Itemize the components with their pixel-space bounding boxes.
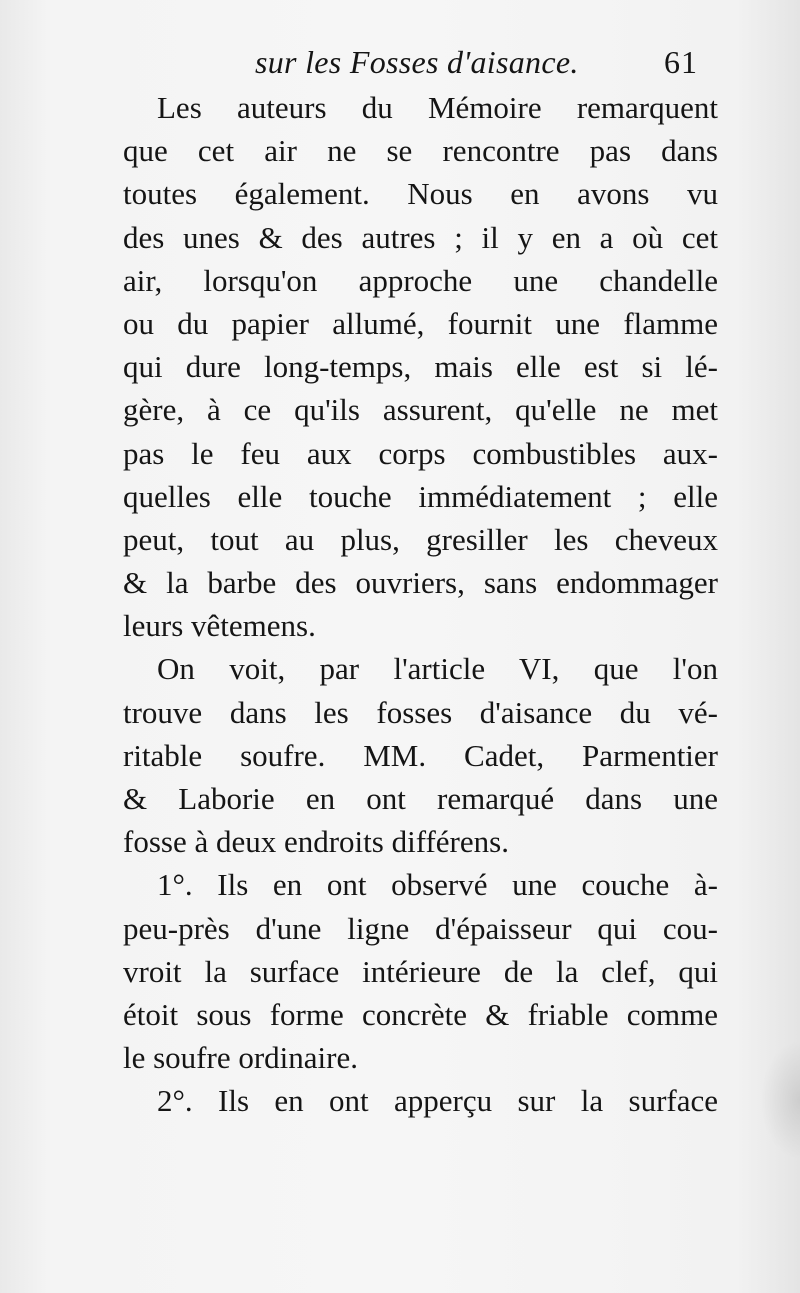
text-line: étoit sous forme concrète & friable comme bbox=[123, 996, 718, 1032]
text-line: des unes & des autres ; il y en a où cet bbox=[123, 219, 718, 255]
text-line: toutes également. Nous en avons vu bbox=[123, 176, 718, 212]
text-line: fosse à deux endroits différens. bbox=[123, 824, 509, 860]
text-line: leurs vêtemens. bbox=[123, 608, 316, 644]
text-line: vroit la surface intérieure de la clef, qui bbox=[123, 953, 718, 989]
text-line: & Laborie en ont remarqué dans une bbox=[123, 781, 718, 816]
text-line: le soufre ordinaire. bbox=[123, 1040, 358, 1076]
text-line: peu-près d'une ligne d'épaisseur qui cou- bbox=[123, 910, 718, 946]
running-head bbox=[0, 36, 800, 86]
text-line: & la barbe des ouvriers, sans endommager bbox=[123, 565, 718, 601]
text-line: peut, tout au plus, gresiller les cheveux bbox=[123, 521, 718, 557]
text-line: pas le feu aux corps combustibles aux- bbox=[123, 435, 718, 471]
text-line: 1°. Ils en ont observé une couche à- bbox=[157, 867, 718, 903]
page-number: 61 bbox=[664, 44, 698, 80]
page-smudge bbox=[760, 1040, 800, 1160]
text-line: gère, à ce qu'ils assurent, qu'elle ne met bbox=[123, 392, 718, 428]
text-line: trouve dans les fosses d'aisance du vé- bbox=[123, 694, 718, 730]
text-line: ou du papier allumé, fournit une flamme bbox=[123, 305, 718, 341]
text-line: 2°. Ils en ont apperçu sur la surface bbox=[157, 1083, 718, 1119]
body-text bbox=[123, 86, 718, 1123]
text-line: On voit, par l'article VI, que l'on bbox=[157, 651, 718, 687]
text-line: quelles elle touche immédiatement ; elle bbox=[123, 478, 718, 514]
text-line: ritable soufre. MM. Cadet, Parmentier bbox=[123, 737, 718, 773]
text-line: que cet air ne se rencontre pas dans bbox=[123, 133, 718, 169]
text-line: air, lorsqu'on approche une chandelle bbox=[123, 262, 718, 298]
text-line: qui dure long-temps, mais elle est si lé- bbox=[123, 349, 718, 385]
running-title: sur les Fosses d'aisance. bbox=[255, 44, 579, 80]
text-line: Les auteurs du Mémoire remarquent bbox=[157, 90, 718, 125]
